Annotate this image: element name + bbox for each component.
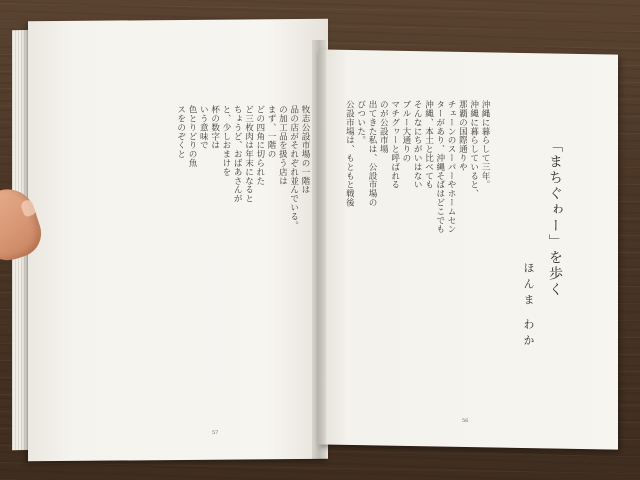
chapter-title: 「まちぐゎー」を歩く <box>547 138 563 298</box>
right-text-line: 出てきた私は、公設市場の <box>367 100 378 207</box>
right-page-number: 56 <box>462 418 469 424</box>
book-gutter <box>312 40 326 460</box>
left-text-line: どの四角に切られた <box>254 105 265 186</box>
left-text-line: の加工品を扱う店は <box>277 105 288 186</box>
right-text-line: そんなにちがいはない <box>412 100 423 189</box>
right-text-line: のが公設市場 <box>378 100 389 154</box>
left-text-line: 牧志公設市場の一階は <box>300 105 310 194</box>
right-page-text <box>330 100 490 400</box>
left-text-line: と、少しおまけを <box>220 105 231 177</box>
right-text-line: ブルー大通りの <box>400 100 411 163</box>
left-text-line: 品の店がそれぞれ並んでいる。 <box>288 105 299 230</box>
left-text-line: まず、一階の <box>266 105 277 159</box>
left-text-line: スをのぞくと <box>175 105 186 159</box>
left-page-number: 57 <box>212 430 219 436</box>
right-text-line: チェーンのスーパーやホームセン <box>446 100 457 234</box>
right-text-line: びついた。 <box>355 100 366 145</box>
left-text-line: ど三枚肉は年末になると <box>243 105 254 203</box>
right-text-line: マチグヮーと呼ばれる <box>389 100 400 189</box>
right-text-line: 沖縄に暮らしていると、 <box>468 100 479 198</box>
right-text-line: 那覇の国際通りや <box>457 100 468 172</box>
right-text-line: 公設市場は、もともと戦後 <box>344 100 355 207</box>
left-text-line: ちょうど、おばあさんが <box>232 105 243 203</box>
right-text-line: ターがあり、沖縄そばはどこでも <box>434 100 445 234</box>
left-text-line: いう意味で <box>198 105 209 150</box>
right-text-line: 沖縄に暮らして三年。 <box>480 100 490 189</box>
left-page-text <box>80 105 310 410</box>
author-name: ほんま わか <box>522 262 535 351</box>
right-text-line: 沖縄、本土と比べても <box>423 100 434 189</box>
left-text-line: 色とりどりの魚 <box>187 105 198 168</box>
left-text-line: 杯の数字は <box>209 105 220 150</box>
